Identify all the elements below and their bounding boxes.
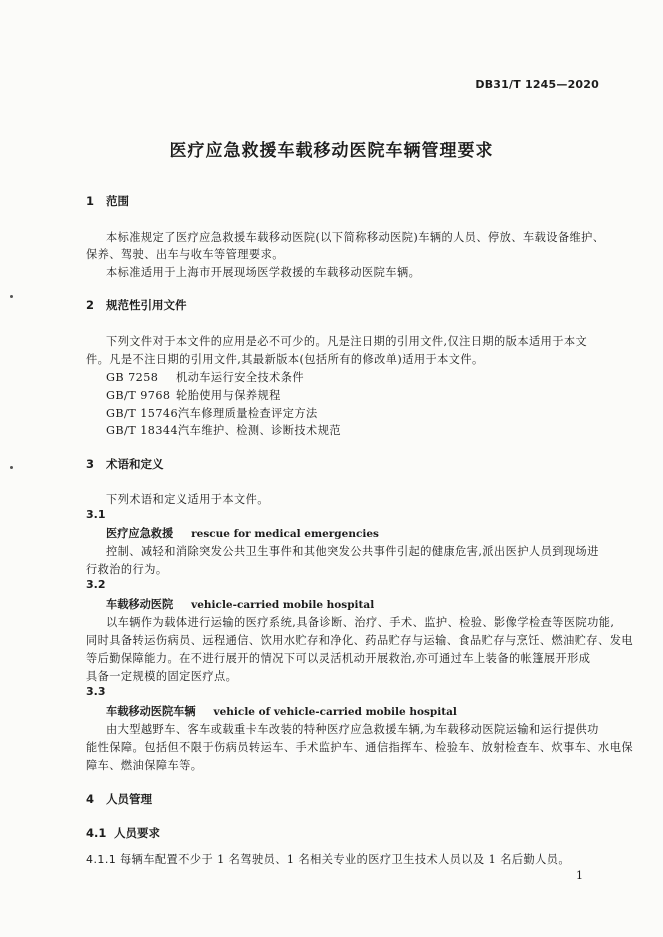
paragraph-line: 具备一定规模的固定医疗点。 (86, 670, 238, 683)
section-title: 术语和定义 (106, 457, 164, 471)
term-heading (106, 596, 374, 612)
clause-number: 4.1.1 (86, 853, 117, 866)
paragraph-line: 等后勤保障能力。在不进行展开的情况下可以灵活机动开展救治,亦可通过车上装备的帐篷展开形成 (86, 652, 591, 665)
paragraph-line: 障车、燃油保障车等。 (86, 759, 203, 772)
term-number: 3.2 (86, 578, 106, 591)
reference-code: GB 7258 (106, 371, 159, 384)
reference-item (106, 369, 304, 385)
paragraph-line: 行救治的行为。 (86, 563, 168, 576)
document-title: 医疗应急救援车载移动医院车辆管理要求 (169, 141, 494, 161)
paragraph-line: 下列文件对于本文件的应用是必不可少的。凡是注日期的引用文件,仅注日期的版本适用于本文 (106, 335, 588, 348)
subsection-heading (86, 825, 160, 841)
reference-name: 汽车修理质量检查评定方法 (178, 407, 318, 420)
subsection-number: 4.1 (86, 826, 107, 840)
section-number: 3 (86, 457, 95, 471)
standard-number: DB31/T 1245—2020 (475, 78, 599, 91)
section-3-heading (86, 456, 164, 472)
term-heading (106, 525, 379, 541)
reference-name: 轮胎使用与保养规程 (176, 389, 281, 402)
reference-item (106, 422, 341, 438)
paragraph-line: 以车辆作为载体进行运输的医疗系统,具备诊断、治疗、手术、监护、检验、影像学检查等医院功能, (106, 616, 615, 629)
paragraph-line: 下列术语和定义适用于本文件。 (106, 493, 269, 506)
clause-text: 每辆车配置不少于 1 名驾驶员、1 名相关专业的医疗卫生技术人员以及 1 名后勤人员。 (120, 853, 571, 866)
clause-item (86, 851, 570, 867)
paragraph-line: 同时具备转运伤病员、远程通信、饮用水贮存和净化、药品贮存与运输、食品贮存与烹饪、燃油贮存、发电 (86, 634, 633, 647)
reference-item (106, 387, 281, 403)
reference-code: GB/T 15746 (106, 407, 179, 420)
paragraph-line: 能性保障。包括但不限于伤病员转运车、手术监护车、通信指挥车、检验车、放射检查车、炊事车、水电保 (86, 741, 633, 754)
subsection-title: 人员要求 (114, 826, 160, 840)
reference-code: GB/T 18344 (106, 424, 179, 437)
section-title: 规范性引用文件 (106, 298, 187, 312)
reference-code: GB/T 9768 (106, 389, 171, 402)
section-1-heading (86, 193, 129, 209)
paragraph-line: 件。凡是不注日期的引用文件,其最新版本(包括所有的修改单)适用于本文件。 (86, 353, 484, 366)
scan-speck (10, 466, 13, 469)
paragraph-line: 由大型越野车、客车或载重卡车改装的特种医疗应急救援车辆,为车载移动医院运输和运行提供功 (106, 723, 599, 736)
term-number: 3.3 (86, 685, 106, 698)
term-en: vehicle of vehicle-carried mobile hospital (213, 706, 457, 718)
paragraph-line: 保养、驾驶、出车与收车等管理要求。 (86, 248, 284, 261)
paragraph-line: 本标准适用于上海市开展现场医学救援的车载移动医院车辆。 (106, 266, 421, 279)
section-number: 1 (86, 194, 95, 208)
term-en: rescue for medical emergencies (191, 528, 379, 540)
paragraph-line: 控制、减轻和消除突发公共卫生事件和其他突发公共事件引起的健康危害,派出医护人员到现场进 (106, 545, 599, 558)
paragraph-line: 本标准规定了医疗应急救援车载移动医院(以下简称移动医院)车辆的人员、停放、车载设备维护、 (106, 231, 605, 244)
page-number: 1 (576, 869, 583, 882)
section-number: 4 (86, 792, 95, 806)
term-heading (106, 703, 457, 719)
reference-name: 汽车维护、检测、诊断技术规范 (178, 424, 341, 437)
term-zh: 车载移动医院车辆 (106, 705, 196, 718)
scan-speck (10, 295, 13, 298)
section-number: 2 (86, 298, 95, 312)
reference-item (106, 405, 318, 421)
term-zh: 车载移动医院 (106, 598, 174, 611)
section-4-heading (86, 791, 152, 807)
term-en: vehicle-carried mobile hospital (191, 599, 375, 611)
term-number: 3.1 (86, 508, 106, 521)
section-2-heading (86, 297, 187, 313)
reference-name: 机动车运行安全技术条件 (176, 371, 305, 384)
term-zh: 医疗应急救援 (106, 527, 174, 540)
section-title: 范围 (106, 194, 129, 208)
section-title: 人员管理 (106, 792, 152, 806)
